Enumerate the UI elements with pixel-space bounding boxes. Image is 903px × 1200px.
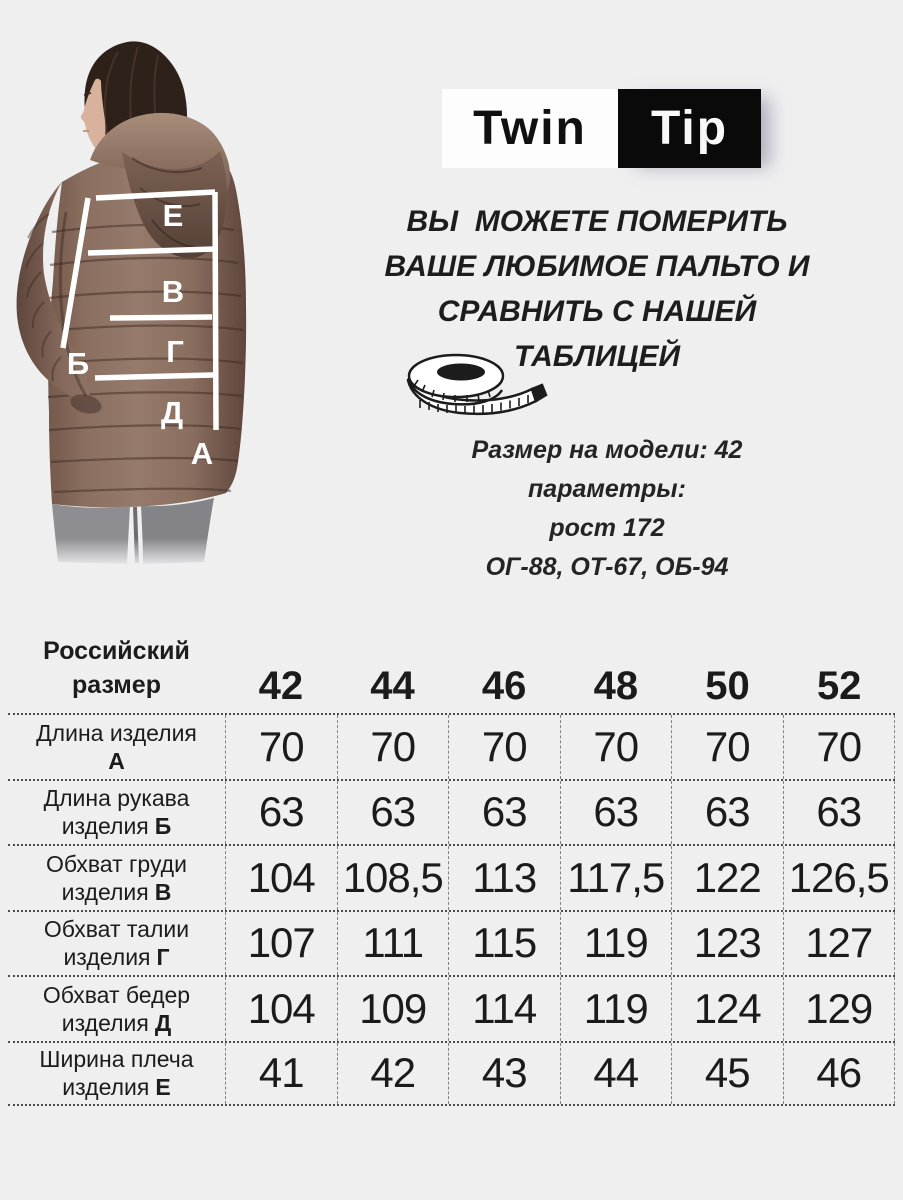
table-cell: 70 <box>337 715 449 779</box>
table-cell: 63 <box>560 781 672 845</box>
table-cell: 70 <box>448 715 560 779</box>
table-cell: 104 <box>225 977 337 1041</box>
table-row <box>8 975 895 1041</box>
size-column-header: 44 <box>370 664 415 708</box>
header-label-line1: Российский <box>43 636 190 665</box>
brand-logo-twin-text: Twin <box>473 102 587 155</box>
row-label-line1: Длина рукава <box>43 785 190 812</box>
size-column-header: 42 <box>258 664 304 708</box>
row-label-line1: Обхват бедер <box>42 981 191 1008</box>
size-table-header-label <box>8 622 225 713</box>
table-cell: 70 <box>671 715 783 779</box>
measure-line-d <box>95 375 213 378</box>
table-cell: 107 <box>225 912 337 976</box>
row-label-line2: изделия Г <box>63 944 170 971</box>
table-cell: 108,5 <box>337 846 449 910</box>
brand-logo-tip-text: Tip <box>650 102 729 155</box>
table-cell: 63 <box>671 781 783 845</box>
model-info <box>378 431 836 587</box>
table-cell: 126,5 <box>783 846 896 910</box>
table-row <box>8 713 895 779</box>
intro-line: ТАБЛИЦЕЙ <box>513 340 681 373</box>
table-cell: 122 <box>671 846 783 910</box>
table-cell: 127 <box>783 912 896 976</box>
intro-line: СРАВНИТЬ С НАШЕЙ <box>437 295 757 328</box>
intro-line: ВЫ МОЖЕТЕ ПОМЕРИТЬ <box>406 205 788 238</box>
table-row <box>8 844 895 910</box>
size-column-header: 46 <box>481 664 527 708</box>
measure-label-a: А <box>190 436 214 471</box>
table-row <box>8 910 895 976</box>
model-info-line: рост 172 <box>549 514 665 542</box>
measure-line-g <box>110 317 212 318</box>
brand-logo <box>442 89 761 168</box>
size-table <box>8 622 895 1106</box>
table-cell: 63 <box>783 781 896 845</box>
row-label <box>8 912 225 976</box>
row-label-line2: изделия В <box>61 878 172 905</box>
table-cell: 42 <box>337 1043 449 1105</box>
table-cell: 109 <box>337 977 449 1041</box>
table-cell: 70 <box>783 715 896 779</box>
header-label-line2: размер <box>72 670 161 699</box>
table-cell: 123 <box>671 912 783 976</box>
table-cell: 119 <box>560 912 672 976</box>
row-label-line2: изделия Б <box>61 813 172 840</box>
brand-logo-tip <box>618 89 761 168</box>
table-cell: 43 <box>448 1043 560 1105</box>
measuring-tape-icon <box>398 346 550 424</box>
row-label-line1: Обхват талии <box>43 916 190 943</box>
table-cell: 63 <box>448 781 560 845</box>
table-cell: 63 <box>225 781 337 845</box>
measure-line-a <box>215 192 216 430</box>
size-column-header: 48 <box>593 664 639 708</box>
table-cell: 104 <box>225 846 337 910</box>
table-cell: 119 <box>560 977 672 1041</box>
row-label-line1: Ширина плеча <box>39 1046 194 1073</box>
row-label <box>8 977 225 1041</box>
row-label <box>8 1043 225 1105</box>
row-label <box>8 781 225 845</box>
table-cell: 70 <box>225 715 337 779</box>
row-label-line1: Обхват груди <box>46 850 187 877</box>
size-column-header: 52 <box>816 664 862 708</box>
table-cell: 70 <box>560 715 672 779</box>
row-label-line2: изделия Д <box>61 1009 172 1036</box>
brand-logo-twin <box>442 89 618 168</box>
table-cell: 111 <box>337 912 449 976</box>
model-info-line: Размер на модели: 42 <box>471 436 743 464</box>
measure-label-d: Д <box>160 395 184 430</box>
size-column-header: 50 <box>705 664 750 708</box>
size-table-header-row <box>8 622 895 713</box>
table-cell: 114 <box>448 977 560 1041</box>
table-cell: 129 <box>783 977 896 1041</box>
table-row <box>8 1041 895 1107</box>
table-cell: 117,5 <box>560 846 672 910</box>
table-cell: 113 <box>448 846 560 910</box>
measure-label-g: Г <box>166 334 184 369</box>
table-row <box>8 779 895 845</box>
row-label-line2: изделия Е <box>62 1074 171 1101</box>
row-label-line1: Длина изделия <box>36 719 197 746</box>
measure-label-e: Е <box>162 198 184 233</box>
table-cell: 45 <box>671 1043 783 1105</box>
row-label <box>8 715 225 779</box>
table-cell: 44 <box>560 1043 672 1105</box>
table-cell: 46 <box>783 1043 896 1105</box>
table-cell: 124 <box>671 977 783 1041</box>
row-label-line2: А <box>108 747 125 774</box>
table-cell: 63 <box>337 781 449 845</box>
measure-label-b: Б <box>66 346 90 381</box>
model-info-line: параметры: <box>528 475 686 503</box>
model-info-line: ОГ-88, ОТ-67, ОБ-94 <box>485 553 729 581</box>
row-label <box>8 846 225 910</box>
table-cell: 115 <box>448 912 560 976</box>
intro-line: ВАШЕ ЛЮБИМОЕ ПАЛЬТО И <box>384 250 810 283</box>
measure-label-v: В <box>161 274 185 309</box>
table-cell: 41 <box>225 1043 337 1105</box>
